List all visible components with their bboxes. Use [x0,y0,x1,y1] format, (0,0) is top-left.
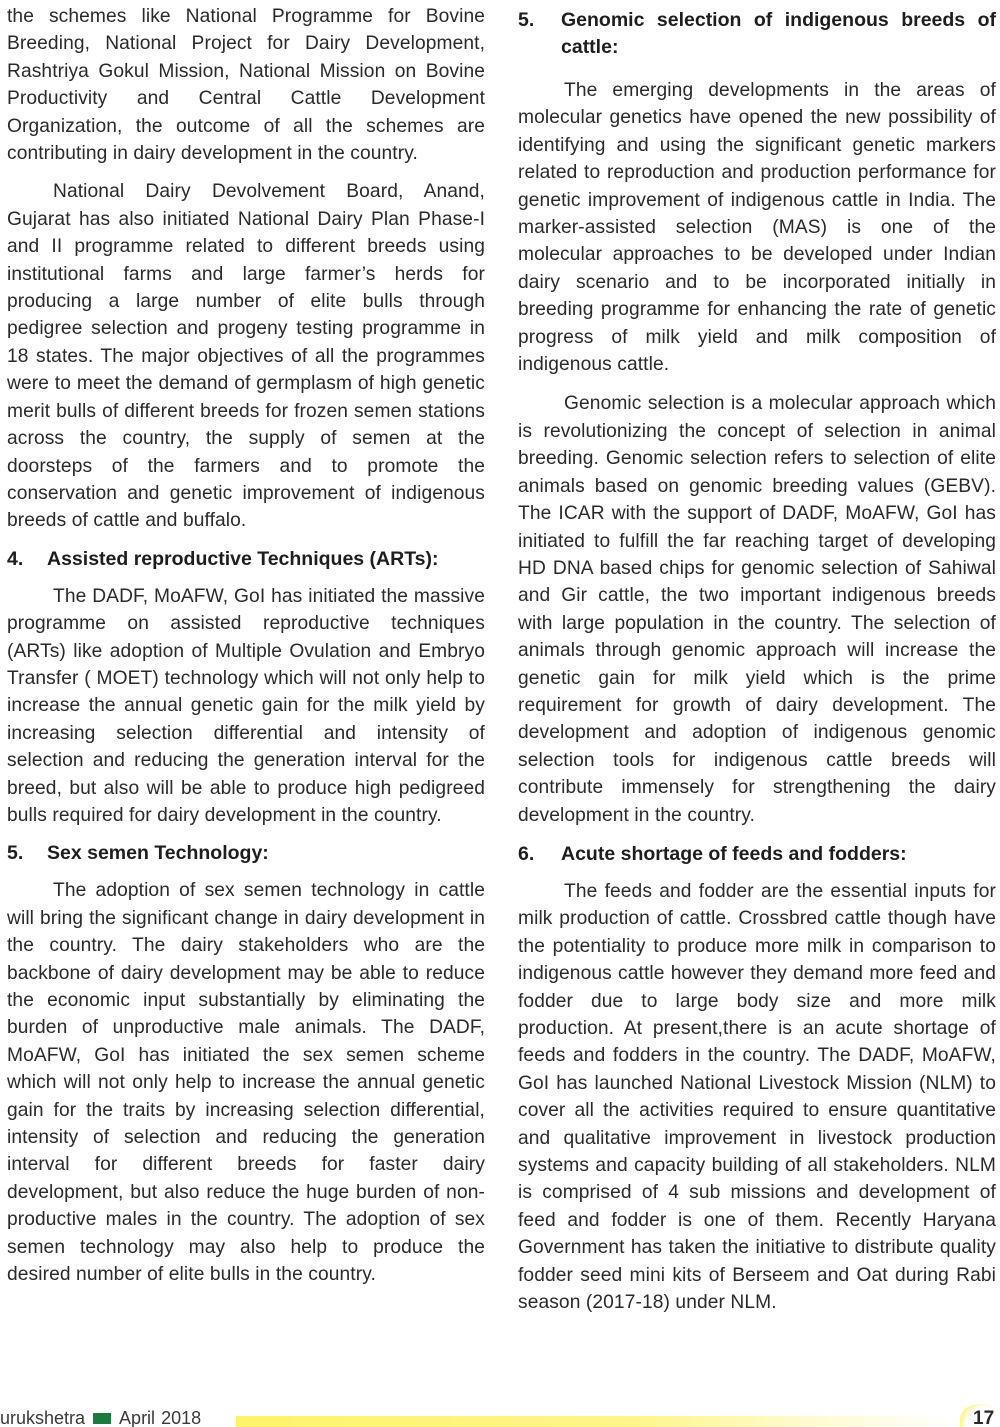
section-number: 5. [518,9,535,31]
paragraph-arts: The DADF, MoAFW, GoI has initiated the massive programme on assisted reproductive techniques (ARTs) like adoption of Multiple Ovulation and Embryo Transfer ( MOET) technology which will not only help to increase the annual genetic gain for the milk yield by increasing selection differential and intensity of selection and reducing the generation interval for the breed, but also will be able to produce high pedigreed bulls required for dairy development in the country. [7,585,485,826]
section-title: Assisted reproductive Techniques (ARTs): [47,547,439,570]
green-square-icon [93,1413,111,1424]
paragraph-nddb: National Dairy Devolvement Board, Anand, Gujarat has also initiated National Dairy Plan Phase-I and II programme related to different breeds using institutional farms and large farmer’s herds for producing a large number of elite bulls through pedigree selection and progeny testing programme in 18 states. The major objectives of all the programmes were to meet the demand of germplasm of high genetic merit bulls of different breeds for frozen semen stations across the country, the supply of semen at the doorsteps of the farmers and to promote the conservation and genetic improvement of indigenous breeds of cattle and buffalo. [7,181,485,532]
section-heading-genomic [518,7,996,61]
section-title: Acute shortage of feeds and fodders: [561,842,907,865]
paragraph-feeds: The feeds and fodder are the essential inputs for milk production of cattle. Crossbred cattle though have the potentiality to produce more milk in comparison to indigenous cattle however they demand more feed and fodder due to large body size and more milk production. At present,there is an acute shortage of feeds and fodders in the country. The DADF, MoAFW, GoI has launched National Livestock Mission (NLM) to cover all the activities required to ensure quantitative and qualitative improvement in livestock production systems and capacity building of all stakeholders. NLM is comprised of 4 sub missions and development of feed and fodder is one of them. Recently Haryana Government has taken the initiative to distribute quality fodder seed mini kits of Berseem and Oat during Rabi season (2017-18) under NLM. [518,880,996,1314]
issue-month: April [119,1408,156,1427]
section-number: 4. [7,547,24,570]
section-title: Genomic selection of indigenous breeds of cattle: [561,9,996,58]
right-column [518,0,996,1316]
paragraph-genomic-selection: Genomic selection is a molecular approach which is revolutionizing the concept of selection in animal breeding. Genomic selection refers to selection of elite animals based on genomic breeding values (GEBV). The ICAR with the support of DADF, MoAFW, GoI has initiated to fulfill the far reaching target of developing HD DNA based chips for genomic selection of Sahiwal and Gir cattle, the two important indigenous breeds with large population in the country. The selection of animals through genomic approach will increase the genetic gain for milk yield which is the prime requirement for growth of dairy development. The development and adoption of indigenous genomic selection tools for indigenous cattle breeds will contribute immensely for strengthening the dairy development in the country. [518,393,996,826]
paragraph-genomic-intro: The emerging developments in the areas of molecular genetics have opened the new possibility of identifying and using the significant genetic markers related to reproduction and production performance for genetic improvement of indigenous cattle in India. The marker-assisted selection (MAS) is one of the molecular approaches to be developed under Indian dairy scenario and to be incorporated initially in breeding programme for enhancing the rate of genetic progress of milk yield and milk composition of indigenous cattle. [518,80,996,376]
section-heading-arts [7,546,485,573]
left-column [7,0,485,1288]
page-footer [0,1406,1000,1427]
footer-yellow-bar [236,1416,956,1427]
paragraph-sex-semen: The adoption of sex semen technology in cattle will bring the significant change in dairy development in the country. The dairy stakeholders who are the backbone of dairy development may be able to reduce the economic input substantially by eliminating the burden of unproductive male animals. The DADF, MoAFW, GoI has initiated the sex semen scheme which will not only help to increase the annual genetic gain for the traits by increasing selection differential, intensity of selection and reducing the generation interval for different breeds for faster dairy development, but also reduce the huge burden of non-productive males in the country. The adoption of sex semen technology may also help to produce the desired number of elite bulls in the country. [7,880,485,1286]
section-heading-feeds [518,841,996,868]
footer-masthead [0,1408,201,1427]
magazine-name: urukshetra [0,1408,86,1427]
section-number: 5. [7,842,24,865]
issue-year: 2018 [161,1408,202,1427]
section-heading-sex-semen [7,840,485,867]
page-number: 17 [973,1408,995,1427]
paragraph-schemes: the schemes like National Programme for Bovine Breeding, National Project for Dairy Development, Rashtriya Gokul Mission, National Mission on Bovine Productivity and Central Cattle Development Organization, the outcome of all the schemes are contributing in dairy development in the country. [7,6,485,165]
section-title: Sex semen Technology: [47,842,269,865]
section-number: 6. [518,842,535,865]
